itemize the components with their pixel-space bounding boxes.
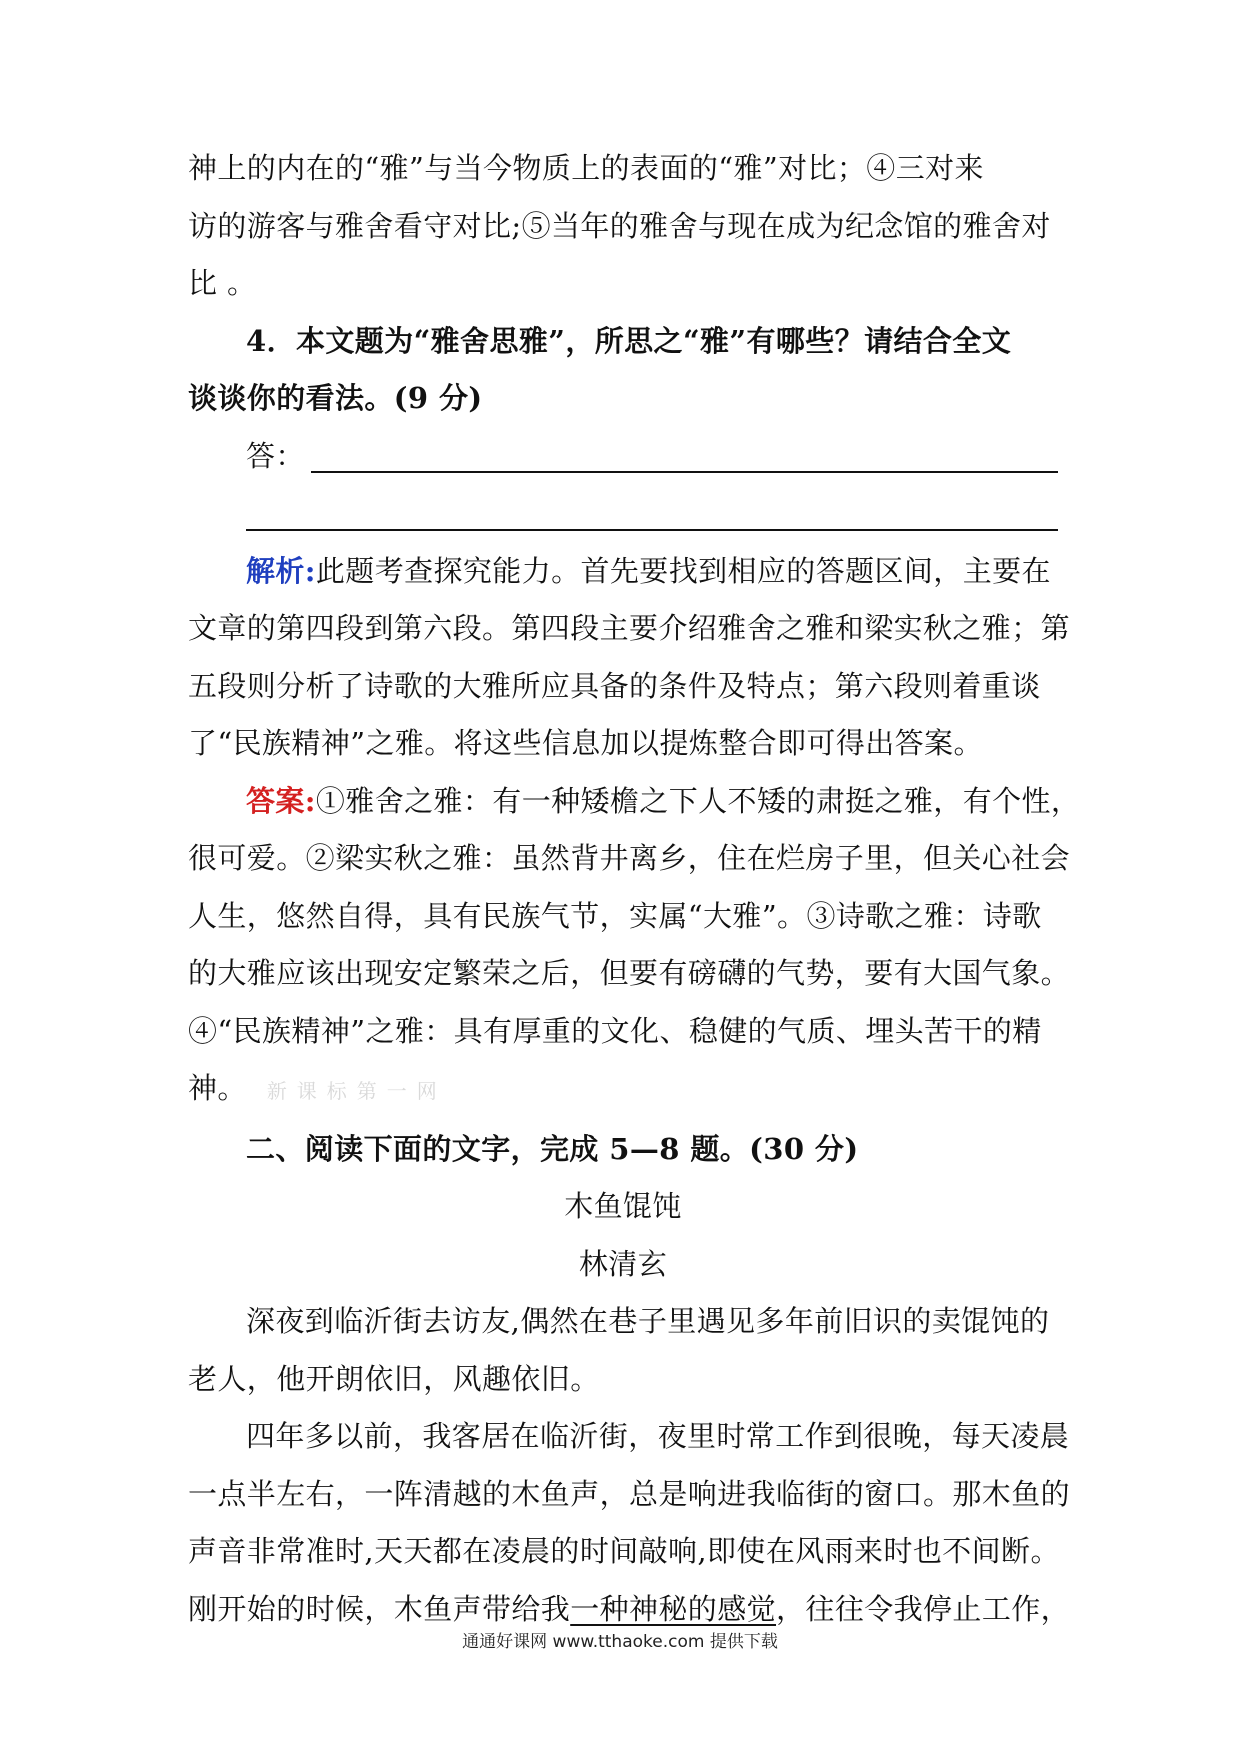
story-line: 声音非常准时,天天都在凌晨的时间敲响,即使在风雨来时也不间断。 <box>188 1534 1060 1568</box>
answer-line: 的大雅应该出现安定繁荣之后，但要有磅礴的气势，要有大国气象。 <box>188 956 1071 990</box>
answer-blank-line[interactable] <box>311 471 1058 473</box>
story-line: 一点半左右，一阵清越的木鱼声，总是响进我临街的窗口。那木鱼的 <box>188 1476 1071 1511</box>
analysis-line: 五段则分析了诗歌的大雅所应具备的条件及特点；第六段则着重谈 <box>188 668 1041 703</box>
answer-blank-row-2[interactable] <box>188 485 1058 543</box>
answer-text: 神。 <box>188 1071 247 1105</box>
underlined-phrase: 一种神秘的感觉 <box>570 1591 777 1626</box>
story-line: 四年多以前，我客居在临沂街，夜里时常工作到很晚，每天凌晨 <box>246 1419 1070 1453</box>
answer-text: ①雅舍之雅：有一种矮檐之下人不矮的肃挺之雅，有个性， <box>315 783 1081 818</box>
question-4: 4．本文题为“雅舍思雅”，所思之“雅”有哪些？请结合全文 <box>246 323 1012 358</box>
analysis-line <box>188 543 1058 601</box>
story-text: ，往往令我停止工作， <box>776 1591 1071 1626</box>
paragraph-line: 访的游客与雅舍看守对比;⑤当年的雅舍与现在成为纪念馆的雅舍对 <box>188 208 1051 243</box>
paragraph-line: 比 。 <box>188 266 257 300</box>
document-page <box>188 140 1081 1638</box>
section-heading: 二、阅读下面的文字，完成 5—8 题。(30 分) <box>246 1131 859 1166</box>
story-author: 林清玄 <box>578 1246 668 1281</box>
story-line: 深夜到临沂街去访友,偶然在巷子里遇见多年前旧识的卖馄饨的 <box>246 1304 1050 1338</box>
answer-line <box>188 773 1081 831</box>
answer-prompt: 答： <box>246 438 305 473</box>
answer-blank-line[interactable] <box>246 529 1058 531</box>
answer-line: ④“民族精神”之雅：具有厚重的文化、稳健的气质、埋头苦干的精 <box>188 1013 1042 1048</box>
story-title: 木鱼馄饨 <box>564 1189 682 1223</box>
story-text: 刚开始的时候，木鱼声带给我 <box>188 1591 571 1626</box>
analysis-text: 此题考查探究能力。首先要找到相应的答题区间，主要在 <box>315 553 1051 588</box>
analysis-line: 文章的第四段到第六段。第四段主要介绍雅舍之雅和梁实秋之雅；第 <box>188 611 1071 645</box>
page-footer: 通通好课网 www.tthaoke.com 提供下载 <box>462 1632 778 1652</box>
story-line: 老人，他开朗依旧，风趣依旧。 <box>188 1361 600 1396</box>
answer-line: 很可爱。②梁实秋之雅：虽然背井离乡，住在烂房子里，但关心社会 <box>188 841 1071 875</box>
watermark: 新课标第一网 <box>266 1079 447 1103</box>
analysis-label: 解析: <box>246 553 316 588</box>
analysis-line: 了“民族精神”之雅。将这些信息加以提炼整合即可得出答案。 <box>188 726 983 760</box>
answer-line: 人生，悠然自得，具有民族气节，实属“大雅”。③诗歌之雅：诗歌 <box>188 898 1042 933</box>
answer-label: 答案: <box>246 783 316 818</box>
answer-field-row[interactable] <box>188 428 1058 486</box>
answer-line <box>188 1060 1058 1121</box>
paragraph-line: 神上的内在的“雅”与当今物质上的表面的“雅”对比；④三对来 <box>188 151 984 185</box>
question-4-cont: 谈谈你的看法。(9 分) <box>188 381 483 415</box>
